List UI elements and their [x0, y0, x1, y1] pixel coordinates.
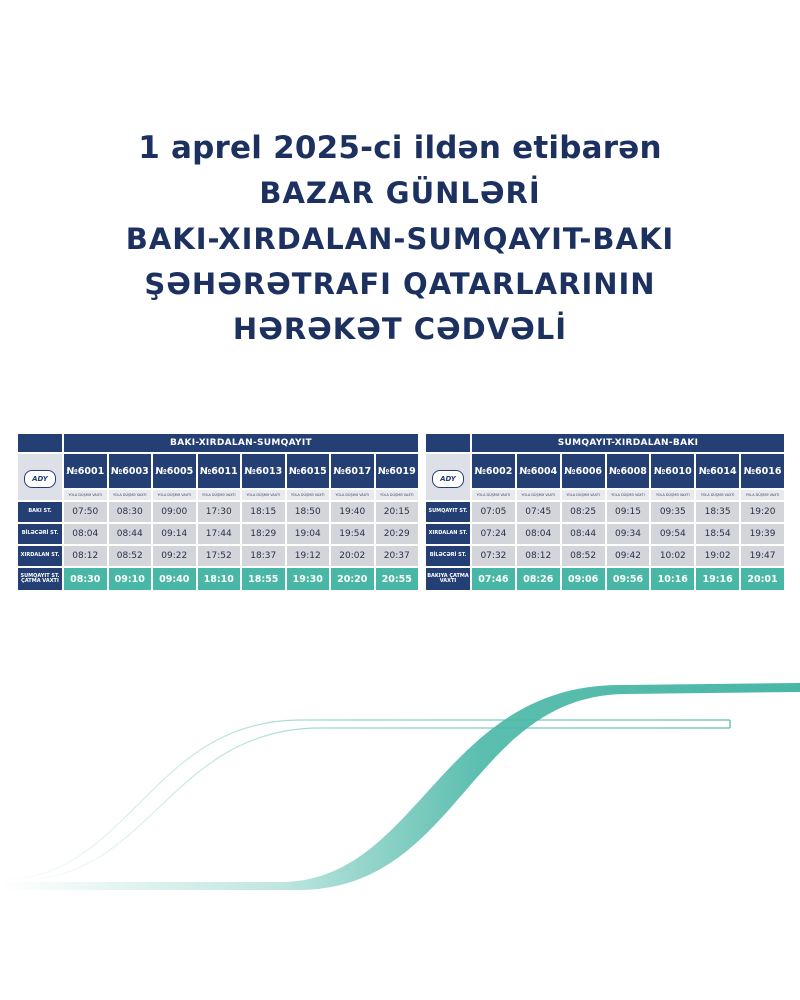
table-row [426, 546, 784, 566]
departure-label: YOLA DÜŞMƏ VAXTI [741, 490, 784, 500]
time-cell: 18:54 [696, 524, 739, 544]
time-cell: 07:24 [472, 524, 515, 544]
heading-trains: ŞƏHƏRƏTRAFI QATARLARININ [144, 267, 656, 301]
arrival-time: 09:40 [153, 568, 196, 590]
departure-label: YOLA DÜŞMƏ VAXTI [287, 490, 330, 500]
time-cell: 19:39 [741, 524, 784, 544]
arrival-station: SUMQAYIT ST. ÇATMA VAXTI [18, 568, 62, 590]
time-cell: 20:15 [376, 502, 419, 522]
ady-logo-icon: ADY [18, 454, 62, 500]
time-cell: 17:30 [198, 502, 241, 522]
arrival-time: 10:16 [651, 568, 694, 590]
heading-date: 1 aprel 2025-ci ildən etibarən [138, 130, 662, 166]
time-cell: 09:14 [153, 524, 196, 544]
time-cell: 18:50 [287, 502, 330, 522]
table-row [18, 546, 418, 566]
table-row [426, 524, 784, 544]
train-number: №6016 [741, 454, 784, 488]
station-name: SUMQAYIT ST. [426, 502, 470, 522]
time-cell: 20:02 [331, 546, 374, 566]
departure-label: YOLA DÜŞMƏ VAXTI [696, 490, 739, 500]
train-number: №6015 [287, 454, 330, 488]
time-cell: 19:47 [741, 546, 784, 566]
arrival-time: 19:16 [696, 568, 739, 590]
arrival-time: 09:06 [562, 568, 605, 590]
time-cell: 19:40 [331, 502, 374, 522]
time-cell: 19:20 [741, 502, 784, 522]
time-cell: 08:52 [109, 546, 152, 566]
decorative-wave-graphic [0, 670, 800, 900]
time-cell: 08:52 [562, 546, 605, 566]
time-cell: 19:54 [331, 524, 374, 544]
departure-label: YOLA DÜŞMƏ VAXTI [242, 490, 285, 500]
arrival-time: 08:30 [64, 568, 107, 590]
departure-label: YOLA DÜŞMƏ VAXTI [472, 490, 515, 500]
time-cell: 07:45 [517, 502, 560, 522]
time-cell: 07:50 [64, 502, 107, 522]
departure-label: YOLA DÜŞMƏ VAXTI [331, 490, 374, 500]
schedule-table-baku-sumqayit [16, 432, 420, 592]
train-number: №6008 [607, 454, 650, 488]
departure-label: YOLA DÜŞMƏ VAXTI [562, 490, 605, 500]
time-cell: 17:44 [198, 524, 241, 544]
time-cell: 09:34 [607, 524, 650, 544]
departure-label: YOLA DÜŞMƏ VAXTI [198, 490, 241, 500]
time-cell: 07:05 [472, 502, 515, 522]
arrival-time: 20:55 [376, 568, 419, 590]
departure-label: YOLA DÜŞMƏ VAXTI [607, 490, 650, 500]
train-number: №6017 [331, 454, 374, 488]
time-cell: 17:52 [198, 546, 241, 566]
table-title: SUMQAYIT-XIRDALAN-BAKI [472, 434, 784, 452]
table-row [18, 502, 418, 522]
heading-schedule: HƏRƏKƏT CƏDVƏLİ [232, 312, 568, 346]
time-cell: 09:35 [651, 502, 694, 522]
schedule-table-sumqayit-baku [424, 432, 786, 592]
arrival-time: 20:20 [331, 568, 374, 590]
time-cell: 18:29 [242, 524, 285, 544]
time-cell: 18:35 [696, 502, 739, 522]
time-cell: 19:12 [287, 546, 330, 566]
departure-label: YOLA DÜŞMƏ VAXTI [517, 490, 560, 500]
time-cell: 09:54 [651, 524, 694, 544]
departure-label: YOLA DÜŞMƏ VAXTI [376, 490, 419, 500]
time-cell: 09:42 [607, 546, 650, 566]
time-cell: 20:29 [376, 524, 419, 544]
time-cell: 19:04 [287, 524, 330, 544]
ady-logo-icon: ADY [426, 454, 470, 500]
time-cell: 18:15 [242, 502, 285, 522]
time-cell: 18:37 [242, 546, 285, 566]
time-cell: 08:30 [109, 502, 152, 522]
station-name: BAKI ST. [18, 502, 62, 522]
station-name: BİLƏCƏRİ ST. [426, 546, 470, 566]
arrival-time: 18:55 [242, 568, 285, 590]
time-cell: 08:04 [517, 524, 560, 544]
time-cell: 09:22 [153, 546, 196, 566]
arrival-time: 07:46 [472, 568, 515, 590]
time-cell: 08:12 [64, 546, 107, 566]
time-cell: 08:04 [64, 524, 107, 544]
time-cell: 10:02 [651, 546, 694, 566]
time-cell: 08:44 [562, 524, 605, 544]
arrival-station: BAKIYA ÇATMA VAXTI [426, 568, 470, 590]
arrival-time: 08:26 [517, 568, 560, 590]
table-row [18, 524, 418, 544]
table-title: BAKI-XIRDALAN-SUMQAYIT [64, 434, 418, 452]
time-cell: 08:25 [562, 502, 605, 522]
table-row [426, 502, 784, 522]
arrival-time: 20:01 [741, 568, 784, 590]
train-number: №6011 [198, 454, 241, 488]
departure-label: YOLA DÜŞMƏ VAXTI [64, 490, 107, 500]
time-cell: 08:12 [517, 546, 560, 566]
arrival-time: 09:10 [109, 568, 152, 590]
train-number: №6005 [153, 454, 196, 488]
time-cell: 19:02 [696, 546, 739, 566]
time-cell: 09:15 [607, 502, 650, 522]
train-number: №6010 [651, 454, 694, 488]
train-number: №6006 [562, 454, 605, 488]
departure-label: YOLA DÜŞMƏ VAXTI [109, 490, 152, 500]
time-cell: 09:00 [153, 502, 196, 522]
heading-route: BAKI-XIRDALAN-SUMQAYIT-BAKI [125, 222, 675, 256]
train-number: №6003 [109, 454, 152, 488]
station-name: XIRDALAN ST. [18, 546, 62, 566]
departure-label: YOLA DÜŞMƏ VAXTI [153, 490, 196, 500]
arrival-time: 09:56 [607, 568, 650, 590]
departure-label: YOLA DÜŞMƏ VAXTI [651, 490, 694, 500]
time-cell: 08:44 [109, 524, 152, 544]
train-number: №6001 [64, 454, 107, 488]
station-name: BİLƏCƏRİ ST. [18, 524, 62, 544]
arrival-time: 18:10 [198, 568, 241, 590]
arrival-row [426, 568, 784, 590]
train-number: №6004 [517, 454, 560, 488]
station-name: XIRDALAN ST. [426, 524, 470, 544]
arrival-time: 19:30 [287, 568, 330, 590]
time-cell: 20:37 [376, 546, 419, 566]
train-number: №6013 [242, 454, 285, 488]
arrival-row [18, 568, 418, 590]
heading-days: BAZAR GÜNLƏRİ [259, 176, 541, 210]
train-number: №6019 [376, 454, 419, 488]
train-number: №6014 [696, 454, 739, 488]
time-cell: 07:32 [472, 546, 515, 566]
train-number: №6002 [472, 454, 515, 488]
